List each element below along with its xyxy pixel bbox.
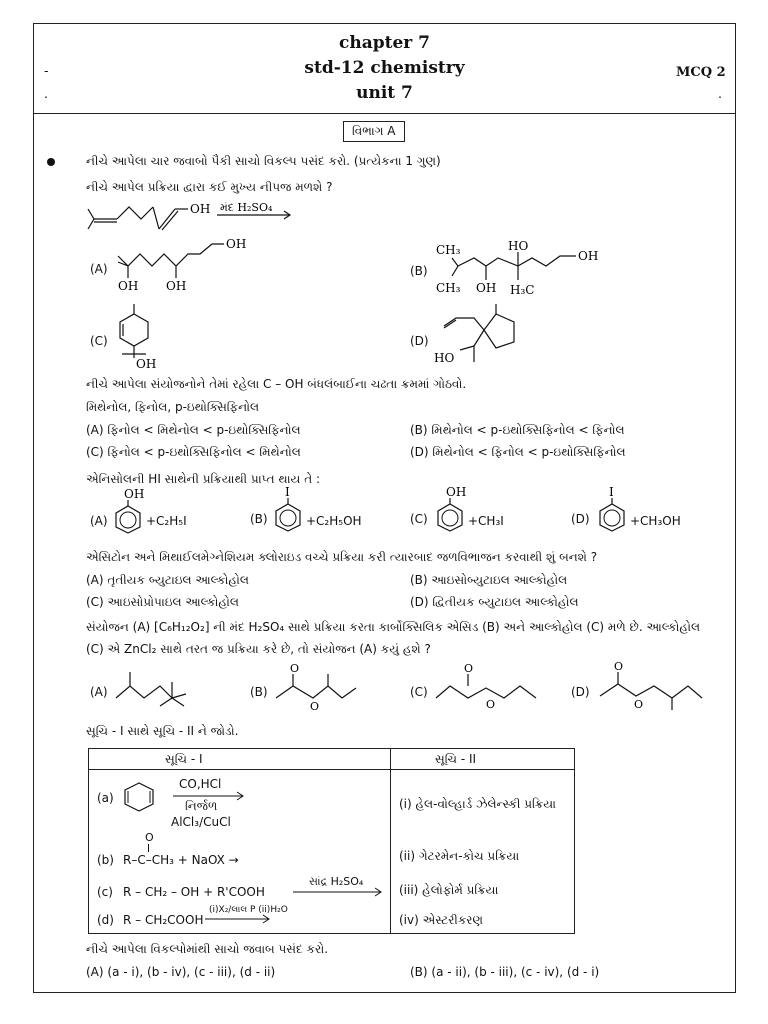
o-label: O	[634, 698, 644, 711]
list2-item-ii: (ii) ગેટરમેન-કોચ પ્રક્રિયા	[399, 849, 520, 863]
oh-label: OH	[118, 279, 139, 293]
substituent-label: I	[285, 485, 290, 499]
q2-text: નીચે આપેલા સંયોજનોને તેમાં રહેલા C – OH બંધલંબાઈના ચઢતા ક્રમમાં ગોઠવો.	[86, 377, 467, 391]
q1-option-a-label: (A)	[90, 262, 108, 276]
list1-item-c-reagent: સાંદ્ર H₂SO₄	[309, 875, 364, 888]
list1-item-b-label: (b)	[97, 853, 114, 867]
q2-option-a[interactable]: (A) ફિનોલ < મિથેનોલ < p-ઇથોક્સિફિનોલ	[86, 423, 301, 437]
list2-item-i: (i) હેલ-વોલ્હાર્ડ ઝેલેન્સ્કી પ્રક્રિયા	[399, 797, 556, 811]
unit-title: unit 7	[356, 83, 413, 103]
o-label: O	[486, 698, 496, 711]
q2-compounds: મિથેનોલ, ફિનોલ, p-ઇથોક્સિફિનોલ	[86, 400, 260, 414]
reaction-arrow	[205, 914, 275, 924]
list1-item-c-text: R – CH₂ – OH + R'COOH	[123, 885, 265, 899]
substituent-label: OH	[446, 485, 467, 499]
o-label: O	[290, 662, 300, 675]
q1-option-c-structure	[106, 300, 176, 372]
q3-option-a-rest: +C₂H₅I	[146, 514, 187, 528]
q1-oh-label: OH	[190, 202, 211, 216]
o-label: O	[310, 700, 320, 712]
q5-option-a-structure	[110, 664, 210, 710]
q3-option-a-label: (A)	[90, 514, 108, 528]
bullet-icon	[47, 158, 55, 166]
ho-label: HO	[434, 351, 455, 365]
q6-prompt: નીચે આપેલા વિકલ્પોમાંથી સાચો જવાબ પસંદ કરો.	[86, 942, 329, 956]
carbonyl-bond	[148, 844, 149, 852]
q3-option-c-ring	[430, 484, 470, 532]
q5-text-line2: (C) એ ZnCl₂ સાથે તરત જ પ્રક્રિયા કરે છે, તો સંયોજન (A) કયું હશે ?	[86, 642, 431, 656]
list1-item-d-text: R – CH₂COOH	[123, 913, 204, 927]
mcq-label: MCQ 2	[676, 65, 726, 80]
substituent-label: OH	[124, 487, 145, 501]
list2-item-iv: (iv) એસ્ટરીકરણ	[399, 913, 483, 927]
header-divider	[33, 113, 736, 114]
table-header-rule	[89, 769, 574, 770]
q1-option-a-structure	[110, 234, 260, 296]
list1-item-c-label: (c)	[97, 885, 113, 899]
q5-option-c-label: (C)	[410, 685, 428, 699]
section-label: વિભાગ A	[343, 121, 405, 142]
q3-option-b-rest: +C₂H₅OH	[306, 514, 362, 528]
q4-option-d[interactable]: (D) દ્વિતીયક બ્યુટાઇલ આલ્કોહોલ	[410, 595, 579, 609]
list1-item-a-reagent-mid: નિર્જળ	[185, 799, 218, 813]
q3-option-d-label: (D)	[571, 512, 590, 526]
q2-option-d[interactable]: (D) મિથેનોલ < ફિનોલ < p-ઇથોક્સિફિનોલ	[410, 445, 626, 459]
instruction-text: નીચે આપેલા ચાર જવાબો પૈકી સાચો વિકલ્પ પસંદ કરો. (પ્રત્યેકના 1 ગુણ)	[86, 154, 441, 168]
oh-label: OH	[226, 237, 247, 251]
q1-text: નીચે આપેલ પ્રક્રિયા દ્વારા કઈ મુખ્ય નીપજ મળશે ?	[86, 180, 333, 194]
list1-item-d-reagent: (i)X₂/લાલ P (ii)H₂O	[209, 905, 288, 915]
ch3-label: CH₃	[436, 243, 461, 257]
o-label: O	[464, 662, 474, 675]
list1-item-b-text: R–C–CH₃ + NaOX →	[123, 853, 239, 867]
q4-option-a[interactable]: (A) તૃતીયક બ્યુટાઇલ આલ્કોહોલ	[86, 573, 249, 587]
q1-option-d-label: (D)	[410, 334, 429, 348]
q2-option-c[interactable]: (C) ફિનોલ < p-ઇથોક્સિફિનોલ < મિથેનોલ	[86, 445, 301, 459]
q4-option-b[interactable]: (B) આઇસોબ્યુટાઇલ આલ્કોહોલ	[410, 573, 568, 587]
list1-header: સૂચિ - I	[165, 752, 203, 766]
q1-option-d-structure	[430, 300, 530, 372]
list1-item-a-label: (a)	[97, 791, 114, 805]
oh-label: OH	[476, 281, 497, 295]
o-label: O	[614, 660, 624, 673]
q6-answer-b[interactable]: (B) (a - ii), (b - iii), (c - iv), (d - i)	[410, 965, 600, 979]
q3-option-a-ring	[108, 486, 148, 534]
list2-header: સૂચિ - II	[435, 752, 477, 766]
oh-label: OH	[136, 357, 157, 371]
list1-item-a-reagent-bottom: AlCl₃/CuCl	[171, 815, 231, 829]
q4-text: એસિટોન અને મિથાઈલમેગ્નેશિયમ ક્લોરાઇડ વચ્ચે પ્રક્રિયા કરી ત્યારબાદ જળવિભાજન કરવાથી શું બનશે ?	[86, 550, 598, 564]
ho-label: HO	[508, 239, 529, 253]
reaction-arrow	[293, 887, 385, 897]
ch3-label: CH₃	[436, 281, 461, 295]
q6-text: સૂચિ - I સાથે સૂચિ - II ને જોડો.	[86, 724, 239, 738]
q5-option-c-structure	[430, 660, 550, 712]
q3-option-c-label: (C)	[410, 512, 428, 526]
q1-reagent: મંદ H₂SO₄	[220, 201, 273, 214]
h3c-label: H₃C	[510, 283, 535, 297]
q3-text: એનિસોલની HI સાથેની પ્રક્રિયાથી પ્રાપ્ત થાય તે :	[86, 472, 321, 486]
q1-option-b-structure	[428, 236, 598, 298]
q5-option-b-label: (B)	[250, 685, 268, 699]
q3-option-d-rest: +CH₃OH	[630, 514, 681, 528]
q3-option-b-ring	[268, 484, 308, 532]
list2-item-iii: (iii) હેલોફોર્મ પ્રક્રિયા	[399, 883, 499, 897]
q5-option-d-structure	[592, 658, 712, 714]
oh-label: OH	[166, 279, 187, 293]
list1-item-a-reagent-top: CO,HCl	[179, 777, 222, 791]
header-left-mark: -	[44, 63, 49, 78]
subject-title: std-12 chemistry	[304, 58, 465, 78]
oh-label: OH	[578, 249, 598, 263]
q5-option-a-label: (A)	[90, 685, 108, 699]
table-divider	[390, 749, 391, 933]
header-left-mark-2: .	[44, 86, 48, 101]
q3-option-d-ring	[592, 484, 632, 532]
chapter-title: chapter 7	[339, 33, 430, 53]
q5-text-line1: સંયોજન (A) [C₆H₁₂O₂] ની મંદ H₂SO₄ સાથે પ્રક્રિયા કરતા કાર્બોક્સિલિક એસિડ (B) અને આલ્કોહોલ (C) મળે છે. આલ્કોહોલ	[86, 620, 701, 634]
list1-item-d-label: (d)	[97, 913, 114, 927]
q4-option-c[interactable]: (C) આઇસોપ્રોપાઇલ આલ્કોહોલ	[86, 595, 239, 609]
header-right-mark: .	[718, 86, 722, 101]
benzene-ring	[119, 779, 159, 813]
q1-option-b-label: (B)	[410, 264, 428, 278]
substituent-label: I	[609, 485, 614, 499]
q5-option-d-label: (D)	[571, 685, 590, 699]
q3-option-c-rest: +CH₃I	[468, 514, 504, 528]
q2-option-b[interactable]: (B) મિથેનોલ < p-ઇથોક્સિફિનોલ < ફિનોલ	[410, 423, 625, 437]
q3-option-b-label: (B)	[250, 512, 268, 526]
matching-table	[88, 748, 575, 934]
q5-option-b-structure	[268, 660, 368, 712]
q1-option-c-label: (C)	[90, 334, 108, 348]
q6-answer-a[interactable]: (A) (a - i), (b - iv), (c - iii), (d - ii)	[86, 965, 276, 979]
carbonyl-o-label: O	[145, 831, 154, 844]
